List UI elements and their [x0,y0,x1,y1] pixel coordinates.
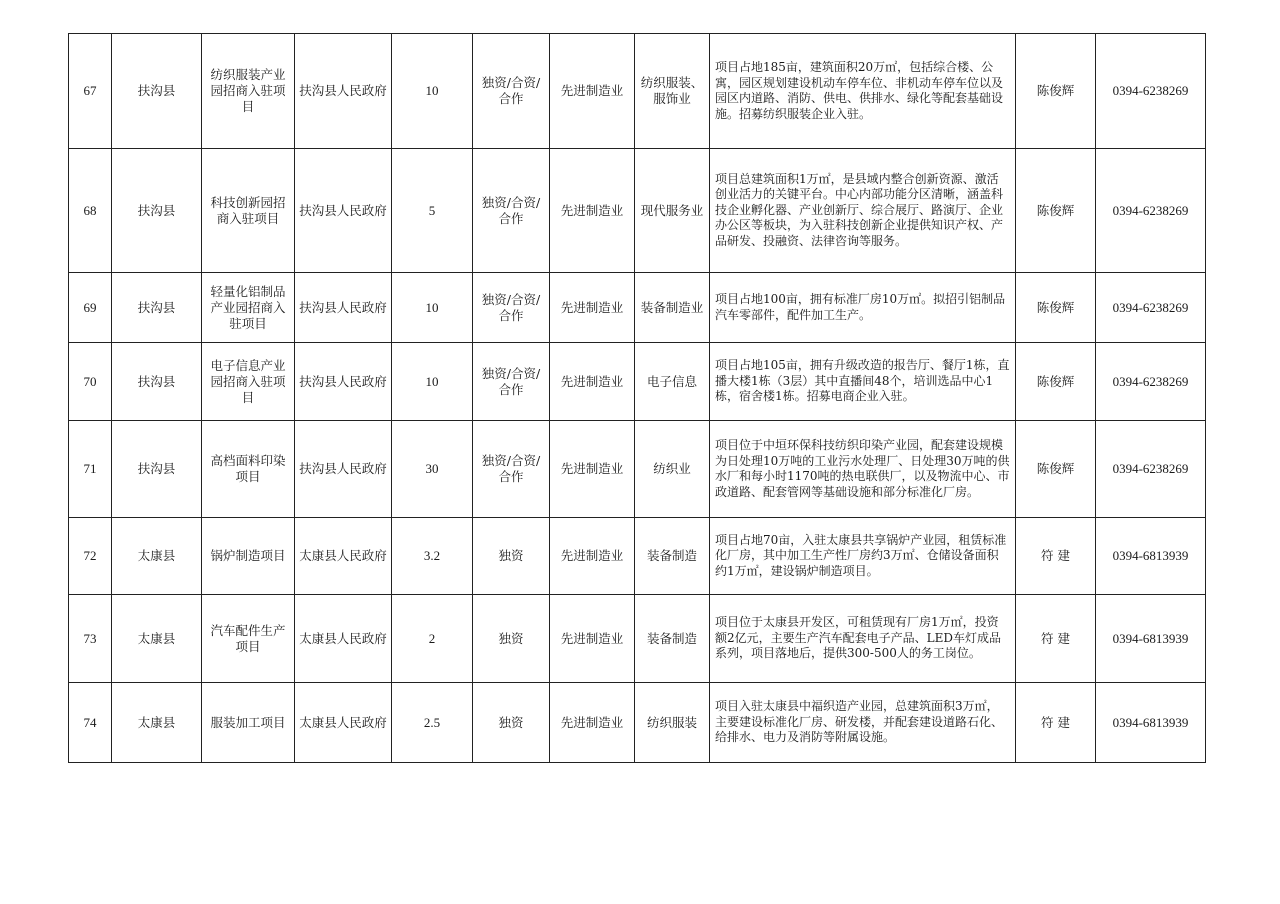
industry-cell: 纺织业 [635,421,710,518]
industry-cell: 现代服务业 [635,149,710,273]
row-number: 69 [69,273,112,343]
contact-phone-cell: 0394-6238269 [1096,149,1206,273]
cooperation-mode-cell: 独资/合资/合作 [473,149,550,273]
table-row [69,34,1206,149]
industry-category-cell: 先进制造业 [550,518,635,595]
contact-phone-cell: 0394-6238269 [1096,34,1206,149]
industry-category-cell: 先进制造业 [550,421,635,518]
contact-person-cell: 符 建 [1016,683,1096,763]
cooperation-mode-cell: 独资 [473,683,550,763]
project-name-cell: 纺织服装产业园招商入驻项目 [202,34,295,149]
row-number: 68 [69,149,112,273]
project-description-cell: 项目总建筑面积1万㎡，是县域内整合创新资源、激活创业活力的关键平台。中心内部功能分区清晰，涵盖科技企业孵化器、产业创新厅、综合展厅、路演厅、企业办公区等板块，为入驻科技创新企业提供知识产权、产品研发、投融资、法律咨询等服务。 [710,149,1016,273]
contact-person-cell: 陈俊辉 [1016,149,1096,273]
cooperation-mode-cell: 独资/合资/合作 [473,273,550,343]
cooperation-mode-cell: 独资 [473,518,550,595]
table-row [69,683,1206,763]
table-row [69,595,1206,683]
project-description-cell: 项目占地185亩，建筑面积20万㎡，包括综合楼、公寓，园区规划建设机动车停车位、非机动车停车位以及园区内道路、消防、供电、供排水、绿化等配套基础设施。招募纺织服装企业入驻。 [710,34,1016,149]
row-number: 67 [69,34,112,149]
table-body [69,34,1206,763]
responsible-unit-cell: 太康县人民政府 [295,683,392,763]
investment-cell: 10 [392,343,473,421]
cooperation-mode-cell: 独资 [473,595,550,683]
county-cell: 扶沟县 [112,34,202,149]
project-table [68,33,1206,763]
table-row [69,149,1206,273]
project-name-cell: 高档面料印染项目 [202,421,295,518]
project-description-cell: 项目位于太康县开发区，可租赁现有厂房1万㎡，投资额2亿元，主要生产汽车配套电子产品、LED车灯成品系列，项目落地后，提供300-500人的务工岗位。 [710,595,1016,683]
investment-cell: 2 [392,595,473,683]
project-description-cell: 项目占地105亩，拥有升级改造的报告厅、餐厅1栋，直播大楼1栋（3层）其中直播间48个，培训选品中心1栋，宿舍楼1栋。招募电商企业入驻。 [710,343,1016,421]
contact-person-cell: 陈俊辉 [1016,421,1096,518]
investment-cell: 3.2 [392,518,473,595]
county-cell: 扶沟县 [112,149,202,273]
county-cell: 扶沟县 [112,421,202,518]
table-row [69,273,1206,343]
cooperation-mode-cell: 独资/合资/合作 [473,421,550,518]
contact-person-cell: 符 建 [1016,595,1096,683]
industry-category-cell: 先进制造业 [550,273,635,343]
county-cell: 太康县 [112,595,202,683]
table-row [69,421,1206,518]
industry-cell: 装备制造业 [635,273,710,343]
industry-category-cell: 先进制造业 [550,34,635,149]
responsible-unit-cell: 扶沟县人民政府 [295,34,392,149]
responsible-unit-cell: 太康县人民政府 [295,518,392,595]
responsible-unit-cell: 扶沟县人民政府 [295,273,392,343]
responsible-unit-cell: 扶沟县人民政府 [295,149,392,273]
project-name-cell: 轻量化铝制品产业园招商入驻项目 [202,273,295,343]
responsible-unit-cell: 太康县人民政府 [295,595,392,683]
county-cell: 太康县 [112,683,202,763]
county-cell: 扶沟县 [112,273,202,343]
row-number: 70 [69,343,112,421]
industry-category-cell: 先进制造业 [550,683,635,763]
contact-phone-cell: 0394-6813939 [1096,683,1206,763]
project-name-cell: 科技创新园招商入驻项目 [202,149,295,273]
industry-cell: 纺织服装、服饰业 [635,34,710,149]
industry-category-cell: 先进制造业 [550,595,635,683]
contact-person-cell: 符 建 [1016,518,1096,595]
project-description-cell: 项目占地100亩，拥有标准厂房10万㎡。拟招引铝制品汽车零部件，配件加工生产。 [710,273,1016,343]
industry-cell: 装备制造 [635,518,710,595]
contact-person-cell: 陈俊辉 [1016,34,1096,149]
table-row [69,518,1206,595]
project-name-cell: 锅炉制造项目 [202,518,295,595]
investment-cell: 10 [392,34,473,149]
investment-cell: 10 [392,273,473,343]
contact-person-cell: 陈俊辉 [1016,273,1096,343]
industry-category-cell: 先进制造业 [550,343,635,421]
contact-phone-cell: 0394-6813939 [1096,518,1206,595]
project-name-cell: 汽车配件生产项目 [202,595,295,683]
responsible-unit-cell: 扶沟县人民政府 [295,343,392,421]
industry-cell: 电子信息 [635,343,710,421]
row-number: 74 [69,683,112,763]
contact-person-cell: 陈俊辉 [1016,343,1096,421]
industry-cell: 纺织服装 [635,683,710,763]
county-cell: 扶沟县 [112,343,202,421]
contact-phone-cell: 0394-6238269 [1096,273,1206,343]
contact-phone-cell: 0394-6238269 [1096,343,1206,421]
table-row [69,343,1206,421]
cooperation-mode-cell: 独资/合资/合作 [473,343,550,421]
project-name-cell: 电子信息产业园招商入驻项目 [202,343,295,421]
industry-category-cell: 先进制造业 [550,149,635,273]
responsible-unit-cell: 扶沟县人民政府 [295,421,392,518]
county-cell: 太康县 [112,518,202,595]
project-description-cell: 项目位于中垣环保科技纺织印染产业园，配套建设规模为日处理10万吨的工业污水处理厂、日处理30万吨的供水厂和每小时1170吨的热电联供厂，以及物流中心、市政道路、配套管网等基础设施和部分标准化厂房。 [710,421,1016,518]
industry-cell: 装备制造 [635,595,710,683]
cooperation-mode-cell: 独资/合资/合作 [473,34,550,149]
contact-phone-cell: 0394-6813939 [1096,595,1206,683]
investment-cell: 5 [392,149,473,273]
investment-cell: 30 [392,421,473,518]
row-number: 73 [69,595,112,683]
row-number: 71 [69,421,112,518]
investment-cell: 2.5 [392,683,473,763]
project-description-cell: 项目占地70亩，入驻太康县共享锅炉产业园，租赁标准化厂房，其中加工生产性厂房约3万㎡、仓储设备面积约1万㎡，建设锅炉制造项目。 [710,518,1016,595]
contact-phone-cell: 0394-6238269 [1096,421,1206,518]
project-name-cell: 服装加工项目 [202,683,295,763]
row-number: 72 [69,518,112,595]
project-description-cell: 项目入驻太康县中福织造产业园，总建筑面积3万㎡，主要建设标准化厂房、研发楼，并配套建设道路石化、给排水、电力及消防等附属设施。 [710,683,1016,763]
